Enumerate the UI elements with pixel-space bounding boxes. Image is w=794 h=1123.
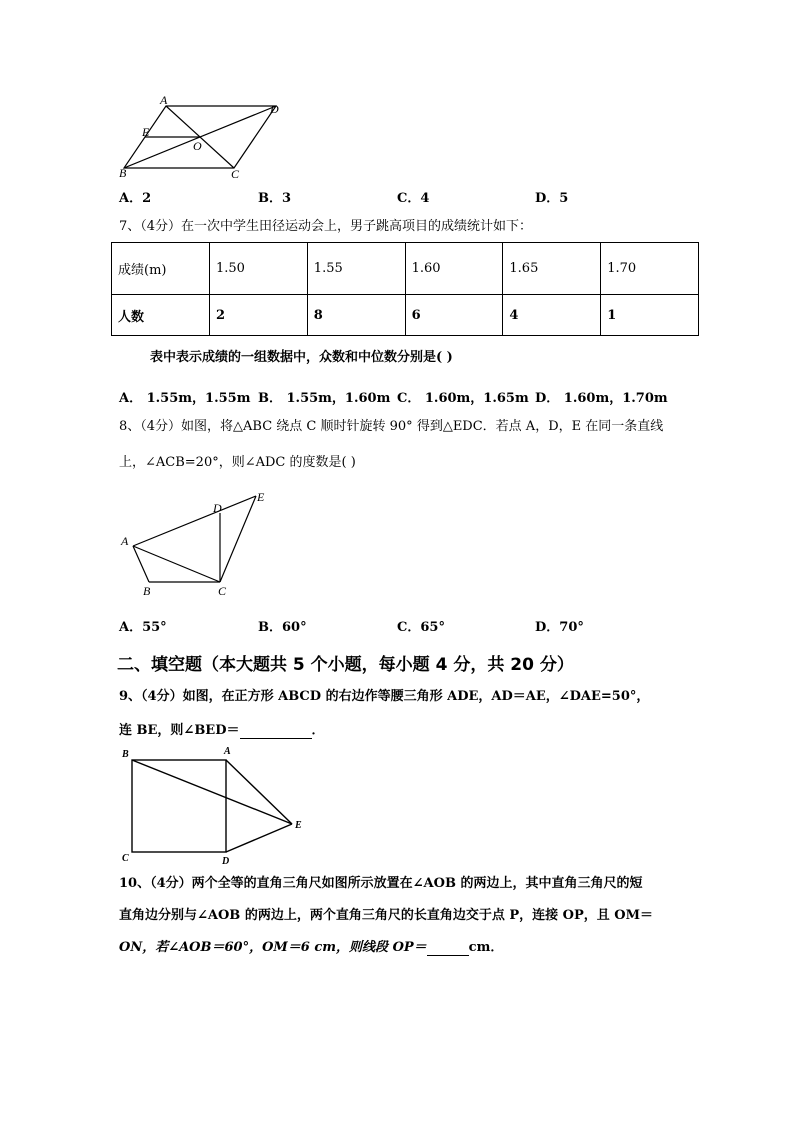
table-cell: 2 <box>210 295 308 336</box>
label-e: E <box>142 125 150 139</box>
parallelogram-figure <box>112 94 292 184</box>
q8-option-b[interactable]: B．60° <box>258 620 307 635</box>
label-c: C <box>218 584 227 598</box>
q9-stem-line1: 9、（4分）如图，在正方形 ABCD 的右边作等腰三角形 ADE，AD＝AE，∠DAE=50°， <box>119 689 650 704</box>
table-cell: 8 <box>307 295 405 336</box>
table-cell: 1.55 <box>307 243 405 295</box>
table-row2-label: 人数 <box>112 295 210 336</box>
q6-option-b[interactable]: B．3 <box>258 191 292 206</box>
table-cell: 1.70 <box>601 243 699 295</box>
q8-stem-line1: 8、（4分）如图，将△ABC 绕点 C 顺时针旋转 90° 得到△EDC．若点 A，D，E 在同一条直线 <box>119 419 664 434</box>
label-o: O <box>193 139 202 153</box>
label-b: B <box>143 584 151 598</box>
q9-stem-line2 <box>119 723 325 739</box>
q8-option-d[interactable]: D．70° <box>535 620 584 635</box>
score-table <box>111 242 699 336</box>
label-d: D <box>213 501 222 515</box>
label-a: A <box>121 534 129 548</box>
segment-be <box>132 760 292 824</box>
table-cell: 6 <box>405 295 503 336</box>
q7-option-a[interactable]: A． 1.55m，1.55m <box>119 391 251 406</box>
label-c: C <box>231 167 240 181</box>
table-cell: 1.60 <box>405 243 503 295</box>
label-e: E <box>295 820 302 831</box>
q10-stem-text: ON，若∠AOB＝60°，OM＝6 cm，则线段 OP＝ <box>119 940 427 955</box>
label-c: C <box>122 853 129 864</box>
q10-stem-line3 <box>119 940 503 956</box>
label-a: A <box>160 94 168 107</box>
q6-option-a[interactable]: A．2 <box>119 191 152 206</box>
q9-stem-end: ． <box>311 723 325 738</box>
table-cell: 1.65 <box>503 243 601 295</box>
q7-stem: 7、（4分）在一次中学生田径运动会上，男子跳高项目的成绩统计如下： <box>119 219 533 234</box>
segment-de <box>226 824 292 852</box>
q10-stem-end: cm． <box>468 940 504 955</box>
q8-option-a[interactable]: A．55° <box>119 620 167 635</box>
label-b: B <box>122 749 129 760</box>
label-a: A <box>224 746 231 757</box>
table-cell: 1.50 <box>210 243 308 295</box>
q7-question: 表中表示成绩的一组数据中，众数和中位数分别是( ) <box>150 350 453 365</box>
q10-answer-blank[interactable] <box>427 941 469 956</box>
table-cell: 1 <box>601 295 699 336</box>
square-abcd <box>132 760 226 852</box>
q8-stem-line2: 上，∠ACB=20°，则∠ADC 的度数是( ) <box>119 455 356 470</box>
table-row1-label: 成绩(m) <box>112 243 210 295</box>
segment-ae <box>226 760 292 824</box>
square-triangle-figure <box>118 744 318 868</box>
q6-option-d[interactable]: D．5 <box>535 191 569 206</box>
q7-option-d[interactable]: D． 1.60m，1.70m <box>535 391 668 406</box>
q6-option-c[interactable]: C．4 <box>397 191 430 206</box>
q7-option-c[interactable]: C． 1.60m，1.65m <box>397 391 529 406</box>
label-d: D <box>270 102 279 116</box>
q10-stem-line2: 直角边分别与∠AOB 的两边上，两个直角三角尺的长直角边交于点 P，连接 OP，且 OM＝ <box>119 908 653 923</box>
q8-option-c[interactable]: C．65° <box>397 620 445 635</box>
q10-stem-line1: 10、（4分）两个全等的直角三角尺如图所示放置在∠AOB 的两边上，其中直角三角尺的短 <box>119 876 643 891</box>
q7-option-b[interactable]: B． 1.55m，1.60m <box>258 391 391 406</box>
q9-stem-text: 连 BE，则∠BED＝ <box>119 723 240 738</box>
label-e: E <box>257 490 265 504</box>
table-cell: 4 <box>503 295 601 336</box>
label-b: B <box>119 166 127 180</box>
rotation-figure <box>118 488 278 600</box>
segment-ae <box>133 496 256 546</box>
label-d: D <box>222 856 230 867</box>
q9-answer-blank[interactable] <box>240 724 312 739</box>
section-title: 二、填空题（本大题共 5 个小题，每小题 4 分，共 20 分） <box>117 655 574 675</box>
